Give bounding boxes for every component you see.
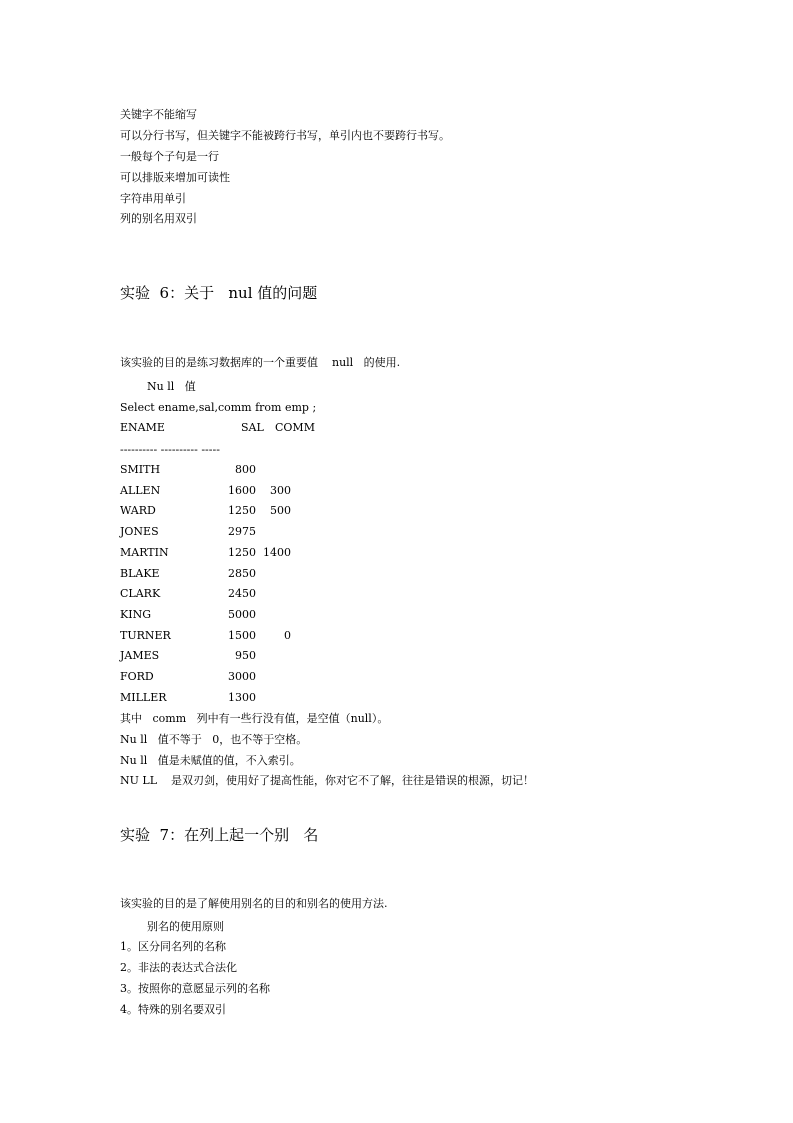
exp7-rule: 3。按照你的意愿显示列的名称 — [120, 982, 270, 995]
cell-ename: FORD — [120, 670, 154, 683]
cell-comm: 300 — [270, 483, 291, 497]
table-row — [120, 463, 420, 477]
cell-sal: 950 — [235, 649, 256, 663]
table-row — [120, 567, 420, 581]
intro-line: 可以排版来增加可读性 — [120, 171, 230, 184]
intro-line: 关键字不能缩写 — [120, 108, 197, 121]
cell-ename: JONES — [120, 525, 159, 539]
cell-ename: JAMES — [120, 649, 160, 663]
cell-sal: 1600 — [228, 483, 256, 497]
table-row — [120, 629, 420, 643]
exp6-note: NU LL 是双刃剑，使用好了提高性能，你对它不了解，往往是错误的根源，切记！ — [120, 774, 534, 787]
table-row — [120, 546, 420, 560]
exp7-subtitle: 别名的使用原则 — [147, 920, 224, 933]
table-row — [120, 649, 420, 663]
table-row — [120, 608, 420, 622]
exp6-note: 其中 comm 列中有一些行没有值，是空值（null）。 — [120, 712, 389, 725]
cell-sal: 2850 — [228, 566, 256, 580]
table-row — [120, 525, 420, 539]
table-row — [120, 670, 420, 684]
table-header — [120, 421, 420, 435]
cell-sal: 2975 — [228, 525, 256, 539]
intro-line: 可以分行书写，但关键字不能被跨行书写，单引内也不要跨行书写。 — [120, 129, 450, 142]
exp7-rule: 4。特殊的别名要双引 — [120, 1003, 226, 1016]
cell-ename: SMITH — [120, 463, 161, 476]
cell-ename: BLAKE — [120, 566, 160, 580]
exp6-note: Nu ll 值不等于 0，也不等于空格。 — [120, 733, 308, 746]
cell-ename: CLARK — [120, 587, 161, 601]
cell-ename: TURNER — [120, 628, 171, 642]
header-ename: ENAME — [120, 421, 165, 434]
table-divider: ---------- ---------- ----- — [120, 443, 220, 456]
cell-ename: ALLEN — [120, 483, 161, 497]
exp7-purpose: 该实验的目的是了解使用别名的目的和别名的使用方法. — [120, 897, 388, 910]
table-row — [120, 484, 420, 498]
table-row — [120, 691, 420, 705]
cell-comm: 500 — [270, 504, 291, 518]
exp6-title: 实验 6：关于 nul 值的问题 — [120, 284, 318, 302]
cell-sal: 2450 — [228, 587, 256, 601]
exp6-note: Nu ll 值是未赋值的值，不入索引。 — [120, 754, 301, 767]
cell-ename: MILLER — [120, 690, 167, 704]
cell-sal: 1250 — [228, 504, 256, 518]
intro-line: 列的别名用双引 — [120, 212, 197, 225]
cell-sal: 1250 — [228, 545, 256, 559]
cell-comm: 1400 — [263, 545, 291, 559]
header-sal: SAL — [241, 421, 264, 434]
cell-sal: 3000 — [228, 670, 256, 683]
cell-sal: 5000 — [228, 607, 256, 621]
cell-ename: WARD — [120, 504, 156, 518]
intro-line: 一般每个子句是一行 — [120, 150, 219, 163]
table-row — [120, 587, 420, 601]
cell-comm: 0 — [284, 628, 291, 642]
cell-sal: 1300 — [228, 690, 256, 704]
header-comm: COMM — [275, 421, 315, 434]
exp7-title: 实验 7：在列上起一个别 名 — [120, 826, 319, 844]
exp7-rule: 1。区分同名列的名称 — [120, 940, 226, 953]
exp6-subtitle: Nu ll 值 — [147, 380, 196, 393]
exp6-purpose: 该实验的目的是练习数据库的一个重要值 null 的使用. — [120, 356, 401, 369]
cell-sal: 1500 — [228, 628, 256, 642]
table-row — [120, 504, 420, 518]
cell-sal: 800 — [235, 463, 256, 476]
cell-ename: KING — [120, 607, 151, 621]
cell-ename: MARTIN — [120, 545, 169, 559]
exp7-rule: 2。非法的表达式合法化 — [120, 961, 237, 974]
exp6-sql: Select ename,sal,comm from emp ; — [120, 401, 317, 414]
intro-line: 字符串用单引 — [120, 192, 186, 205]
